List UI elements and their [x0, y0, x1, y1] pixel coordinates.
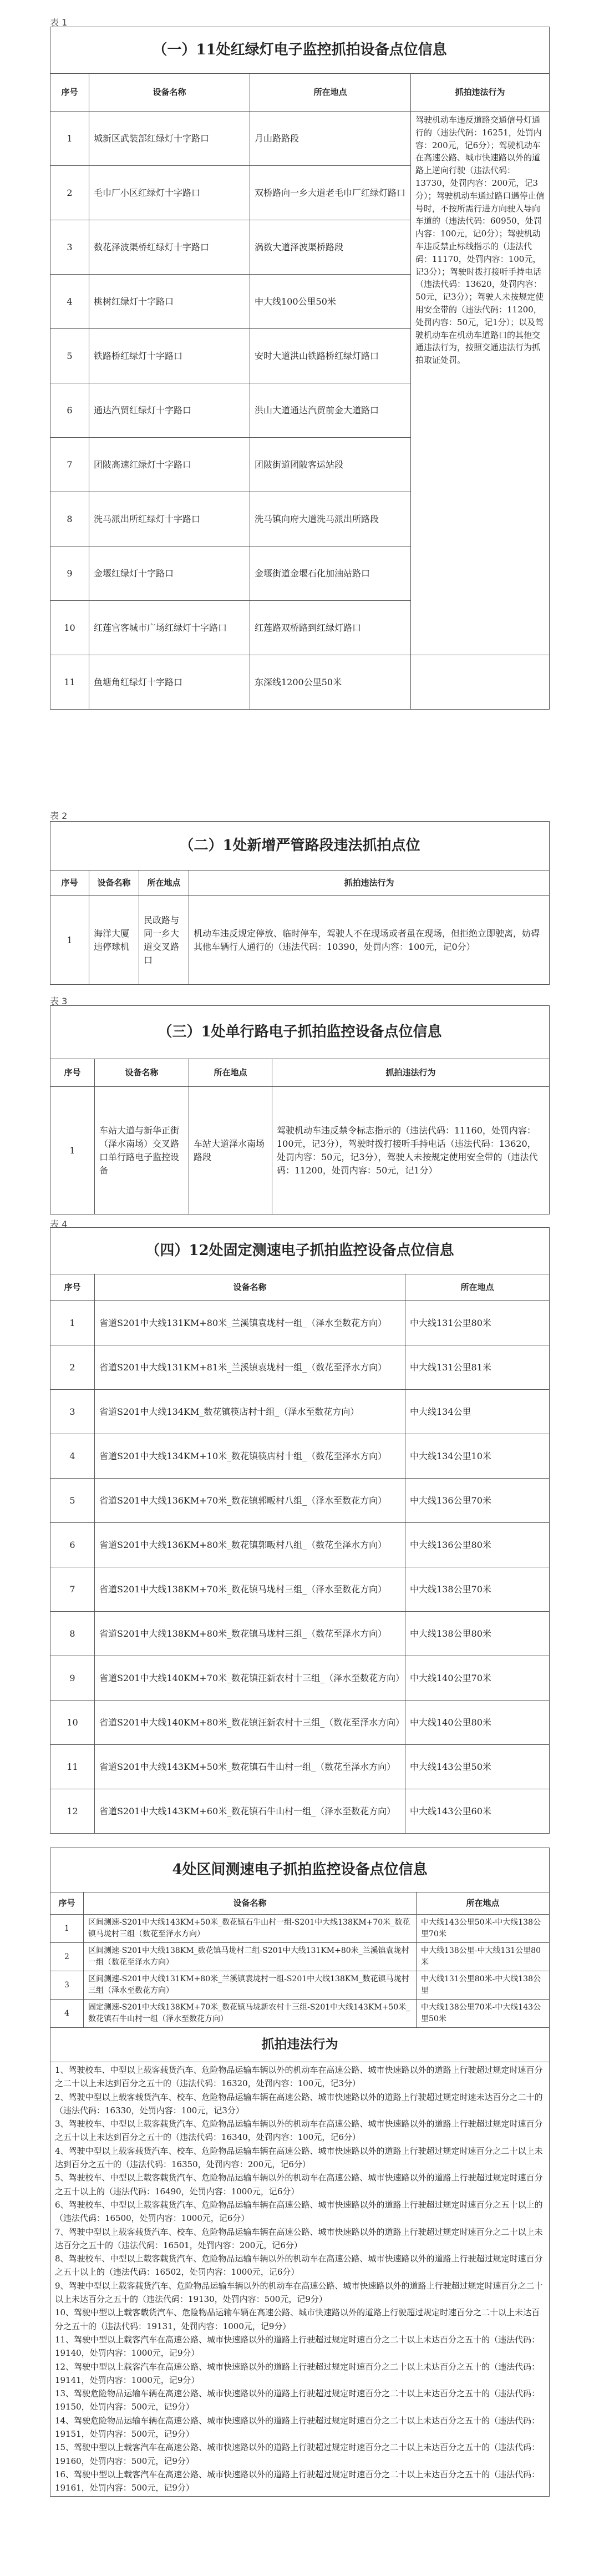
- table-row: [50, 112, 550, 166]
- table-row: [50, 655, 550, 710]
- behavior-item: 4、驾驶中型以上载客载货汽车、校车、危险物品运输车辆在高速公路、城市快速路以外的道路上行驶超过规定时速百分之二十以上未达到百分之五十的（违法代码：16350，处罚内容：200元，记6分）: [55, 2145, 543, 2170]
- table-row: [50, 1943, 550, 1971]
- behavior-item: 9、驾驶中型以上载客载货汽车、危险物品运输车辆以外的机动车在高速公路、城市快速路以外的道路上行驶超过规定时速百分之二十以上未达百分之五十的（违法代码：19130，处罚内容：500元，记9分）: [55, 2280, 543, 2305]
- header-location: 所在地点: [405, 1274, 550, 1301]
- header-device-name: 设备名称: [95, 1059, 189, 1087]
- table-4-title: （四）12处固定测速电子抓拍监控设备点位信息: [50, 1228, 550, 1274]
- row-index: 6: [50, 383, 89, 438]
- table-row: [50, 1434, 550, 1479]
- device-name: 金堰红绿灯十字路口: [89, 546, 250, 601]
- behavior-item: 7、驾驶中型以上载客载货汽车、校车、危险物品运输车辆在高速公路、城市快速路以外的道路上行驶超过规定时速百分之二十以上未达百分之五十的（违法代码：16501，处罚内容：200元，记6分）: [55, 2226, 543, 2250]
- device-location: 涡数大道泽波渠桥路段: [250, 220, 411, 275]
- device-location: 中大线143公里50米-中大线138公里70米: [417, 1915, 550, 1943]
- fixed-speed-table: [50, 1227, 550, 1834]
- device-location: 中大线138公里80米: [405, 1612, 550, 1656]
- row-index: 3: [50, 1971, 84, 2000]
- table-row: [50, 1656, 550, 1701]
- device-name: 红莲官客城市广场红绿灯十字路口: [89, 601, 250, 655]
- behavior-item: 15、驾驶中型以上载客汽车在高速公路、城市快速路以外的道路上行驶超过规定时速百分之二十以上未达百分之五十的（违法代码：19160，处罚内容：500元，记9分）: [55, 2442, 540, 2466]
- behavior-item: 5、驾驶校车、中型以上载客载货汽车、危险物品运输车辆以外的机动车在高速公路、城市快速路以外的道路上行驶超过规定时速百分之五十以上的（违法代码：16490，处罚内容：1000元，记6分）: [55, 2173, 543, 2197]
- device-location: 团陂街道团陂客运站段: [250, 438, 411, 492]
- row-index: 1: [50, 1301, 95, 1345]
- table-1-section: [50, 27, 549, 710]
- row-index: 2: [50, 1943, 84, 1971]
- device-location: 中大线138公里-中大线131公里80米: [417, 1943, 550, 1971]
- device-name: 毛巾厂小区红绿灯十字路口: [89, 166, 250, 220]
- table-row: [50, 1745, 550, 1789]
- behavior-item: 11、驾驶中型以上载客汽车在高速公路、城市快速路以外的道路上行驶超过规定时速百分之二十以上未达百分之五十的（违法代码：19140，处罚内容：1000元，记9分）: [55, 2334, 540, 2359]
- row-index: 4: [50, 1434, 95, 1479]
- header-index: 序号: [50, 1059, 95, 1087]
- row-index: 6: [50, 1523, 95, 1567]
- table-row: [50, 1479, 550, 1523]
- header-device-name: 设备名称: [89, 74, 250, 112]
- row-index: 11: [50, 1745, 95, 1789]
- behavior-item: 3、驾驶校车、中型以上载客载货汽车、危险物品运输车辆以外的机动车在高速公路、城市快速路以外的道路上行驶超过规定时速百分之五十以上未达到百分之五十的（违法代码：16340，处罚内容：100元，记6分）: [55, 2119, 543, 2143]
- table-row: [50, 1789, 550, 1834]
- device-location: 中大线138公里70米-中大线143公里50米: [417, 2000, 550, 2028]
- row-index: 5: [50, 1479, 95, 1523]
- device-location: 金堰街道金堰石化加油站路口: [250, 546, 411, 601]
- table-1-title: （一）11处红绿灯电子监控抓拍设备点位信息: [50, 27, 550, 74]
- header-index: 序号: [50, 1892, 84, 1915]
- device-name: 区间测速-S201中大线131KM+80米_兰溪镇袁垅村一组-S201中大线138KM_数花镇马垅村三组（泽水至数花方向）: [84, 1971, 417, 2000]
- device-location: 民政路与同一乡大道交叉路口: [139, 896, 189, 985]
- device-name: 省道S201中大线136KM+70米_数花镇郭畈村八组_（泽水至数花方向）: [95, 1479, 405, 1523]
- device-name: 区间测速-S201中大线138KM_数花镇马垅村二组-S201中大线131KM+80米_兰溪镇袁垅村一组（数花至泽水方向）: [84, 1943, 417, 1971]
- table-2-label: 表 2: [50, 811, 68, 821]
- device-name: 区间测速-S201中大线143KM+50米_数花镇石牛山村一组-S201中大线138KM+70米_数花镇马垅村三组（数花至泽水方向）: [84, 1915, 417, 1943]
- row-index: 7: [50, 438, 89, 492]
- table-row: [50, 1301, 550, 1345]
- row-index: 10: [50, 1701, 95, 1745]
- interval-speed-table: [50, 1848, 550, 2497]
- device-name: 海洋大厦违停球机: [89, 896, 139, 985]
- table-2-title: （二）1处新增严管路段违法抓拍点位: [50, 822, 550, 871]
- behavior-item: 14、驾驶危险物品运输车辆在高速公路、城市快速路以外的道路上行驶超过规定时速百分之二十以上未达百分之五十的（违法代码：19151，处罚内容：500元，记9分）: [55, 2415, 540, 2440]
- device-location: 东深线1200公里50米: [250, 655, 411, 710]
- device-location: 中大线131公里80米: [405, 1301, 550, 1345]
- header-location: 所在地点: [250, 74, 411, 112]
- violation-text: 驾驶机动车违反道路交通信号灯通行的（违法代码：16251，处罚内容：200元，记6分）；驾驶机动车在高速公路、城市快速路以外的道路上逆向行驶（违法代码：13730，处罚内容：200元，记3分）；驾驶机动车通过路口遇停止信号时，不按所需行进方向驶入导向车道的（违法代码：60950，处罚内容：100元，记0分）；驾驶机动车违反禁止标线指示的（违法代码：11170，处罚内容：100元，记3分）；驾驶时拨打接听手持电话（违法代码：13620，处罚内容：50元，记3分）；驾驶人未按规定使用安全带的（违法代码：11200，处罚内容：50元，记1分）；以及驾驶机动车在机动车道路口的其他交通违法行为，按照交通违法行为抓拍取证处罚。: [411, 112, 550, 655]
- behavior-item: 16、驾驶中型以上载客汽车在高速公路、城市快速路以外的道路上行驶超过规定时速百分之二十以上未达百分之五十的（违法代码：19161，处罚内容：500元，记9分）: [55, 2469, 540, 2493]
- behavior-item: 8、驾驶校车、中型以上载客载货汽车、危险物品运输车辆以外的机动车在高速公路、城市快速路以外的道路上行驶超过规定时速百分之五十以上的（违法代码：16502，处罚内容：1000元，记6分）: [55, 2254, 543, 2278]
- device-name: 省道S201中大线138KM+80米_数花镇马垅村三组_（数花至泽水方向）: [95, 1612, 405, 1656]
- violation-text: 驾驶机动车违反禁令标志指示的（违法代码：11160，处罚内容：100元，记3分），驾驶时拨打接听手持电话（违法代码：13620，处罚内容：50元，记3分），驾驶人未按规定使用安全带的（违法代码：11200，处罚内容：50元，记1分）: [272, 1087, 550, 1214]
- table-row: [50, 1390, 550, 1434]
- row-index: 3: [50, 220, 89, 275]
- header-index: 序号: [50, 1274, 95, 1301]
- row-index: 1: [50, 1915, 84, 1943]
- behavior-list: [50, 2062, 550, 2497]
- behavior-title: 抓拍违法行为: [50, 2028, 550, 2062]
- device-location: 月山路路段: [250, 112, 411, 166]
- table-row: [50, 1087, 550, 1214]
- header-device-name: 设备名称: [89, 871, 139, 896]
- device-location: 中大线143公里50米: [405, 1745, 550, 1789]
- header-location: 所在地点: [189, 1059, 272, 1087]
- header-location: 所在地点: [139, 871, 189, 896]
- device-name: 省道S201中大线131KM+81米_兰溪镇袁垅村一组_（数花至泽水方向）: [95, 1345, 405, 1390]
- device-name: 省道S201中大线140KM+70米_数花镇汪新农村十三组_（泽水至数花方向）: [95, 1656, 405, 1701]
- row-index: 7: [50, 1567, 95, 1612]
- header-location: 所在地点: [417, 1892, 550, 1915]
- device-name: 城新区武装部红绿灯十字路口: [89, 112, 250, 166]
- device-location: 车站大道泽水南场路段: [189, 1087, 272, 1214]
- table-row: [50, 1701, 550, 1745]
- behavior-item: 12、驾驶中型以上载客汽车在高速公路、城市快速路以外的道路上行驶超过规定时速百分之二十以上未达百分之五十的（违法代码：19141，处罚内容：1000元，记9分）: [55, 2361, 540, 2385]
- traffic-light-table: [50, 27, 550, 710]
- table-1-label: 表 1: [50, 17, 68, 28]
- device-name: 铁路桥红绿灯十字路口: [89, 329, 250, 383]
- row-index: 1: [50, 1087, 95, 1214]
- section-5-title: 4处区间测速电子抓拍监控设备点位信息: [50, 1848, 550, 1892]
- device-location: 洪山大道通达汽贸前金大道路口: [250, 383, 411, 438]
- device-location: 中大线143公里60米: [405, 1789, 550, 1834]
- device-name: 鱼塘角红绿灯十字路口: [89, 655, 250, 710]
- row-index: 8: [50, 1612, 95, 1656]
- device-name: 省道S201中大线140KM+80米_数花镇汪新农村十三组_（数花至泽水方向）: [95, 1701, 405, 1745]
- row-index: 9: [50, 1656, 95, 1701]
- header-violation: 抓拍违法行为: [189, 871, 550, 896]
- table-row: [50, 896, 550, 985]
- device-location: 中大线131公里80米-中大线138公里: [417, 1971, 550, 2000]
- row-index: 10: [50, 601, 89, 655]
- device-location: 中大线100公里50米: [250, 275, 411, 329]
- row-index: 11: [50, 655, 89, 710]
- behavior-item: 10、驾驶中型以上载客载货汽车、危险物品运输车辆在高速公路、城市快速路以外的道路上行驶超过规定时速百分之二十以上未达百分之五十的（违法代码：19131，处罚内容：1000元，记9分）: [55, 2307, 540, 2331]
- table-row: [50, 1345, 550, 1390]
- header-device-name: 设备名称: [84, 1892, 417, 1915]
- device-name: 省道S201中大线134KM+10米_数花镇筷店村十组_（数花至泽水方向）: [95, 1434, 405, 1479]
- row-index: 1: [50, 896, 89, 985]
- row-index: 3: [50, 1390, 95, 1434]
- row-index: 12: [50, 1789, 95, 1834]
- device-name: 省道S201中大线136KM+80米_数花镇郭畈村八组_（数花至泽水方向）: [95, 1523, 405, 1567]
- behavior-item: 13、驾驶危险物品运输车辆在高速公路、城市快速路以外的道路上行驶超过规定时速百分之二十以上未达百分之五十的（违法代码：19150，处罚内容：500元，记9分）: [55, 2388, 540, 2412]
- strict-road-table: [50, 821, 550, 985]
- row-index: 5: [50, 329, 89, 383]
- table-4-section: [50, 1227, 549, 1834]
- table-row: [50, 1567, 550, 1612]
- device-name: 省道S201中大线138KM+70米_数花镇马垅村三组_（泽水至数花方向）: [95, 1567, 405, 1612]
- device-location: 洗马镇向府大道洗马派出所路段: [250, 492, 411, 546]
- table-row: [50, 2000, 550, 2028]
- violation-text: 机动车违反规定停放、临时停车，驾驶人不在现场或者虽在现场，但拒绝立即驶离，妨碍其他车辆行人通行的（违法代码：10390，处罚内容：100元，记0分）: [189, 896, 550, 985]
- device-name: 团陂高速红绿灯十字路口: [89, 438, 250, 492]
- table-4-label: 表 4: [50, 1219, 68, 1229]
- table-3-label: 表 3: [50, 996, 68, 1006]
- device-name: 省道S201中大线143KM+50米_数花镇石牛山村一组_（数花至泽水方向）: [95, 1745, 405, 1789]
- device-location: 红莲路双桥路到红绿灯路口: [250, 601, 411, 655]
- device-location: 中大线138公里70米: [405, 1567, 550, 1612]
- table-3-section: [50, 1005, 549, 1214]
- table-row: [50, 1523, 550, 1567]
- row-index: 9: [50, 546, 89, 601]
- device-name: 省道S201中大线131KM+80米_兰溪镇袁垅村一组_（泽水至数花方向）: [95, 1301, 405, 1345]
- device-location: 中大线134公里: [405, 1390, 550, 1434]
- row-index: 2: [50, 1345, 95, 1390]
- behavior-item: 1、驾驶校车、中型以上载客载货汽车、危险物品运输车辆以外的机动车在高速公路、城市快速路以外的道路上行驶超过规定时速百分之二十以上未达到百分之五十的（违法代码：16320，处罚内容：100元，记3分）: [55, 2065, 543, 2089]
- header-device-name: 设备名称: [95, 1274, 405, 1301]
- device-name: 桃树红绿灯十字路口: [89, 275, 250, 329]
- header-violation: 抓拍违法行为: [411, 74, 550, 112]
- device-name: 固定测速-S201中大线138KM+70米_数花镇马垅新农村十三组-S201中大线143KM+50米_数花镇石牛山村一组（泽水至数花方向）: [84, 2000, 417, 2028]
- device-location: 双桥路向一乡大道老毛巾厂红绿灯路口: [250, 166, 411, 220]
- device-location: 中大线136公里80米: [405, 1523, 550, 1567]
- table-row: [50, 1612, 550, 1656]
- device-name: 车站大道与新华正街（泽水南场）交叉路口单行路电子监控设备: [95, 1087, 189, 1214]
- table-2-section: [50, 821, 549, 985]
- table-row: [50, 1971, 550, 2000]
- device-location: 中大线136公里70米: [405, 1479, 550, 1523]
- row-index: 4: [50, 2000, 84, 2028]
- device-location: 中大线134公里10米: [405, 1434, 550, 1479]
- device-location: 中大线140公里80米: [405, 1701, 550, 1745]
- row-index: 1: [50, 112, 89, 166]
- device-name: 通达汽贸红绿灯十字路口: [89, 383, 250, 438]
- row-index: 4: [50, 275, 89, 329]
- behavior-item: 2、驾驶中型以上载客载货汽车、校车、危险物品运输车辆在高速公路、城市快速路以外的道路上行驶超过规定时速未达百分之二十的（违法代码：16330，处罚内容：100元，记3分）: [55, 2092, 543, 2116]
- device-name: 数花泽波渠桥红绿灯十字路口: [89, 220, 250, 275]
- table-row: [50, 1915, 550, 1943]
- device-location: 中大线140公里70米: [405, 1656, 550, 1701]
- row-index: 2: [50, 166, 89, 220]
- device-name: 洗马派出所红绿灯十字路口: [89, 492, 250, 546]
- device-name: 省道S201中大线143KM+60米_数花镇石牛山村一组_（泽水至数花方向）: [95, 1789, 405, 1834]
- table-3-title: （三）1处单行路电子抓拍监控设备点位信息: [50, 1006, 550, 1059]
- row-index: 8: [50, 492, 89, 546]
- header-index: 序号: [50, 74, 89, 112]
- device-location: 安时大道洪山铁路桥红绿灯路口: [250, 329, 411, 383]
- behavior-item: 6、驾驶校车、中型以上载客载货汽车、危险物品运输车辆在高速公路、城市快速路以外的道路上行驶超过规定时速百分之五十以上的（违法代码：16500，处罚内容：1000元，记6分）: [55, 2199, 543, 2224]
- device-location: 中大线131公里81米: [405, 1345, 550, 1390]
- header-violation: 抓拍违法行为: [272, 1059, 550, 1087]
- device-name: 省道S201中大线134KM_数花镇筷店村十组_（泽水至数花方向）: [95, 1390, 405, 1434]
- empty-cell: [411, 655, 550, 710]
- section-5: [50, 1848, 549, 2497]
- header-index: 序号: [50, 871, 89, 896]
- one-way-road-table: [50, 1005, 550, 1214]
